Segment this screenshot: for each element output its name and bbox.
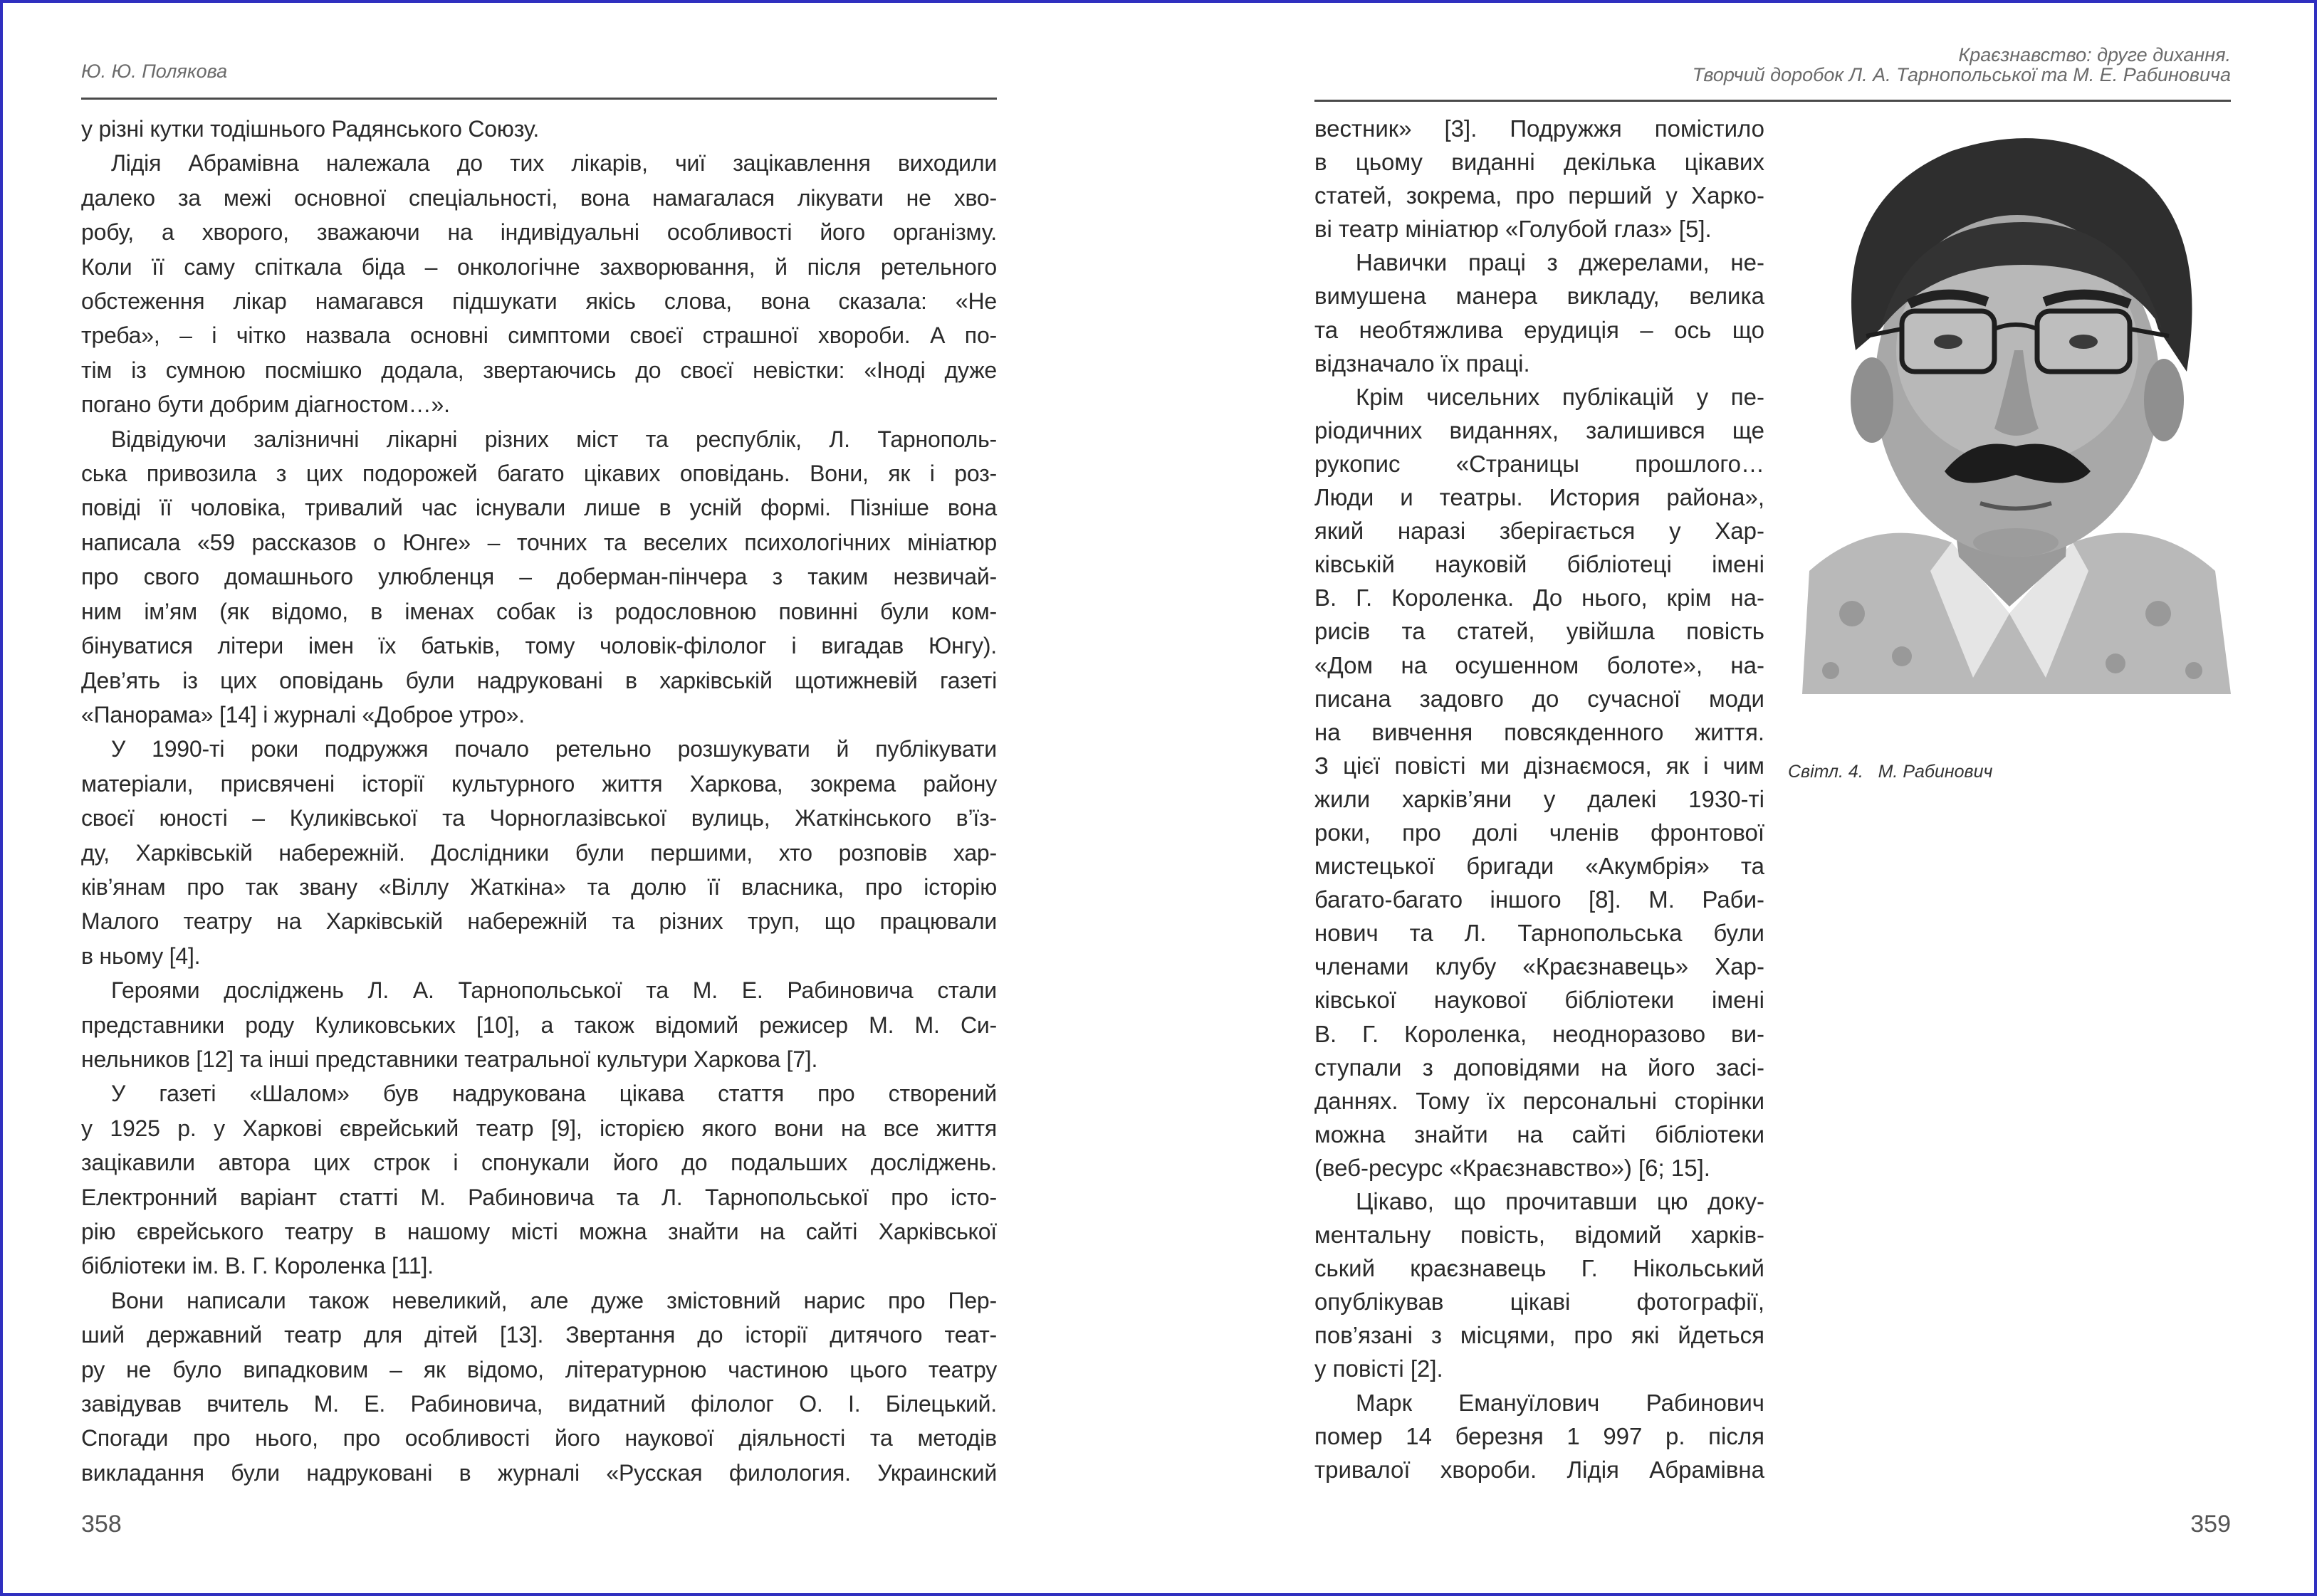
text-line: ський краєзнавець Г. Нікольський (1314, 1255, 1764, 1282)
text-line: ві театр мініатюр «Голубой глаз» [5]. (1314, 216, 1712, 243)
paragraph (1314, 1386, 1764, 1486)
paragraph (81, 112, 997, 146)
paragraph (1314, 246, 1764, 379)
text-line: ду, Харківській набережній. Дослідники були першими, хто розповів хар- (81, 839, 997, 866)
text-line: членами клубу «Краєзнавець» Хар- (1314, 953, 1764, 980)
text-line: пов’язані з місцями, про які йдеться (1314, 1322, 1764, 1349)
paragraph (81, 732, 997, 973)
text-line: роки, про долі членів фронтової (1314, 819, 1764, 846)
text-line: далеко за межі основної спеціальності, вона намагалася лікувати не хво- (81, 184, 997, 211)
text-line: писана задовго до сучасної моди (1314, 685, 1764, 712)
text-line: Крім чисельних публікацій у пе- (1356, 383, 1764, 410)
right-running-head (1693, 45, 2231, 85)
text-line: у різні кутки тодішнього Радянського Союзу. (81, 116, 540, 142)
text-line: З цієї повісті ми дізнаємося, як і чим (1314, 752, 1764, 779)
text-line: бібліотеки ім. В. Г. Короленка [11]. (81, 1253, 434, 1279)
text-line: рукопис «Страницы прошлого… (1314, 450, 1764, 477)
text-line: своєї юності – Куликівської та Чорноглазівської вулиць, Жаткінського в’їз- (81, 805, 997, 831)
text-line: відзначало їх праці. (1314, 350, 1530, 377)
text-line: треба», – і чітко назвала основні симптоми своєї страшної хвороби. А по- (81, 322, 997, 349)
text-line: який наразі зберігається у Хар- (1314, 518, 1764, 545)
text-line: у 1925 р. у Харкові єврейський театр [9], історією якого вони на все життя (81, 1115, 997, 1141)
text-line: повіді її чоловіка, тривалий час існували лише в усній формі. Пізніше вона (81, 495, 997, 521)
text-line: помер 14 березня 1 997 р. після (1314, 1422, 1764, 1449)
text-line: В. Г. Короленка, неодноразово ви- (1314, 1020, 1764, 1047)
paragraph (81, 146, 997, 421)
text-line: У 1990-ті роки подружжя почало ретельно розшукувати й публікувати (111, 736, 997, 762)
text-line: опублікував цікаві фотографії, (1314, 1288, 1764, 1316)
text-line: в ньому [4]. (81, 943, 201, 969)
text-line: матеріали, присвячені історії культурного життя Харкова, зокрема району (81, 770, 997, 797)
text-line: написала «59 рассказов о Юнге» – точних та веселих психологічних мініатюр (81, 529, 997, 555)
text-line: Лідія Абрамівна належала до тих лікарів, чиї зацікавлення виходили (111, 150, 997, 177)
running-head-line-2: Творчий доробок Л. А. Тарнопольської та М. Е. Рабиновича (1692, 64, 2231, 85)
paragraph (1314, 1185, 1764, 1386)
paragraph (1314, 380, 1764, 1185)
text-line: робу, а хворого, зважаючи на індивідуальні особливості його організму. (81, 219, 997, 246)
paragraph (81, 422, 997, 733)
text-line: В. Г. Короленка. До нього, крім на- (1314, 584, 1764, 611)
text-line: рію єврейського театру в нашому місті можна знайти на сайті Харківської (81, 1219, 997, 1244)
text-line: вестник» [3]. Подружжя помістило (1314, 115, 1764, 142)
right-header-rule (1314, 100, 2231, 102)
text-line: рисів та статей, увійшла повість (1314, 618, 1764, 645)
paragraph (81, 1076, 997, 1283)
right-page-number: 359 (2190, 1511, 2231, 1538)
text-line: ська привозила з цих подорожей багато цікавих оповідань. Вони, як і роз- (81, 461, 997, 487)
text-line: Електронний варіант статті М. Рабиновича та Л. Тарнопольської про істо- (81, 1184, 997, 1210)
text-line: Малого театру на Харківській набережній та різних труп, що працювали (81, 908, 997, 935)
text-line: в цьому виданні декілька цікавих (1314, 149, 1764, 176)
text-line: тім із сумною посмішко додала, звертаючись до своєї невістки: «Іноді дуже (81, 357, 997, 383)
text-line: та необтяжлива ерудиція – ось що (1314, 316, 1764, 343)
text-line: бінуватися літери імен їх батьків, тому чоловік-філолог і вигадав Юнгу). (81, 633, 997, 659)
text-line: Спогади про нього, про особливості його наукової діяльності та методів (81, 1425, 997, 1451)
text-line: ків’янам про так звану «Віллу Жаткіна» та долю її власника, про історію (81, 873, 997, 900)
text-line: Люди и театры. История района», (1314, 484, 1764, 511)
text-line: статей, зокрема, про перший у Харко- (1314, 182, 1764, 209)
left-running-head: Ю. Ю. Полякова (81, 61, 228, 82)
text-line: викладання були надруковані в журналі «Русская филология. Украинский (81, 1459, 997, 1486)
text-line: Героями досліджень Л. А. Тарнопольської та М. Е. Рабиновича стали (111, 977, 997, 1004)
text-line: (веб-ресурс «Краєзнавство») [6; 15]. (1314, 1154, 1710, 1181)
text-line: «Дом на осушенном болоте», на- (1314, 651, 1764, 678)
text-line: у повісті [2]. (1314, 1355, 1443, 1382)
text-line: нельников [12] та інші представники театральної культури Харкова [7]. (81, 1046, 818, 1072)
text-line: обстеження лікар намагався підшукати якісь слова, вона сказала: «Не (81, 288, 997, 315)
text-line: ментальну повість, відомий харків- (1314, 1222, 1764, 1249)
text-line: нович та Л. Тарнопольська були (1314, 920, 1764, 947)
text-line: «Панорама» [14] і журналі «Доброе утро». (81, 701, 525, 728)
text-line: ступали з доповідями на його засі- (1314, 1054, 1764, 1081)
left-page-text (81, 112, 997, 1490)
text-line: представники роду Куликовських [10], а також відомий режисер М. М. Си- (81, 1012, 997, 1038)
paragraph (1314, 112, 1764, 246)
paragraph (81, 973, 997, 1076)
text-line: У газеті «Шалом» був надрукована цікава стаття про створений (111, 1081, 997, 1107)
text-line: Коли її саму спіткала біда – онкологічне захворювання, й після ретельного (81, 253, 997, 280)
text-line: Навички праці з джерелами, не- (1356, 249, 1764, 276)
text-line: жили харків’яни у далекі 1930-ті (1314, 785, 1764, 812)
portrait-photo (1788, 115, 2231, 694)
text-line: ру не було випадковим – як відомо, літературною частиною цього театру (81, 1356, 997, 1382)
text-line: на вивчення повсякденного життя. (1314, 718, 1764, 745)
text-line: багато-багато іншого [8]. М. Раби- (1314, 886, 1764, 913)
text-line: погано бути добрим діагностом…». (81, 392, 450, 418)
text-line: завідував вчитель М. Е. Рабиновича, видатний філолог О. І. Білецький. (81, 1391, 997, 1417)
text-line: мистецької бригади «Акумбрія» та (1314, 853, 1764, 880)
paragraph (81, 1283, 997, 1490)
right-page-text (1314, 112, 1764, 1486)
text-line: ківської наукової бібліотеки імені (1314, 987, 1764, 1014)
photo-caption: Світл. 4. М. Рабинович (1788, 762, 1993, 782)
text-line: даннях. Тому їх персональні сторінки (1314, 1087, 1764, 1114)
text-line: зацікавили автора цих строк і спонукали його до подальших досліджень. (81, 1150, 997, 1176)
left-page-number: 358 (81, 1511, 122, 1538)
text-line: Вони написали також невеликий, але дуже змістовний нарис про Пер- (111, 1287, 997, 1313)
text-line: про свого домашнього улюбленця – доберман-пінчера з таким незвичай- (81, 564, 997, 590)
text-line: ший державний театр для дітей [13]. Звертання до історії дитячого теат- (81, 1322, 997, 1348)
left-header-rule (81, 98, 997, 100)
running-head-line-1: Краєзнавство: друге дихання. (1958, 44, 2231, 65)
text-line: Дев’ять із цих оповідань були надруковані в харківській щотижневій газеті (81, 667, 997, 693)
text-line: ріодичних виданнях, залишився ще (1314, 416, 1764, 443)
text-line: ківській науковій бібліотеці імені (1314, 551, 1764, 578)
text-line: ним ім’ям (як відомо, в іменах собак із родословною повинні були ком- (81, 598, 997, 624)
text-line: Цікаво, що прочитавши цю доку- (1356, 1188, 1764, 1214)
text-line: тривалої хвороби. Лідія Абрамівна (1314, 1456, 1764, 1483)
text-line: можна знайти на сайті бібліотеки (1314, 1120, 1764, 1148)
text-line: Марк Емануїлович Рабинович (1356, 1389, 1764, 1416)
text-line: Відвідуючи залізничні лікарні різних міст та республік, Л. Тарнополь- (111, 426, 997, 452)
text-line: вимушена манера викладу, велика (1314, 283, 1764, 310)
